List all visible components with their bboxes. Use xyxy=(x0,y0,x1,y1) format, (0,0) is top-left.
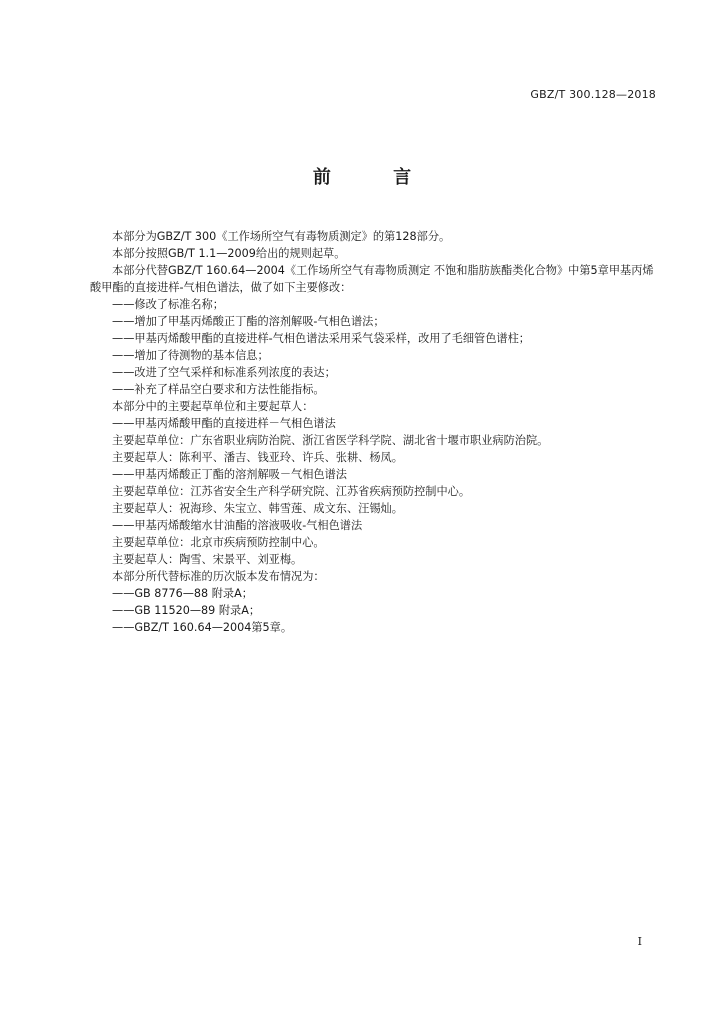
list-item: ——GBZ/T 160.64—2004第5章。 xyxy=(112,621,293,634)
foreword-body xyxy=(90,228,656,636)
page-number: I xyxy=(637,935,642,948)
paragraph: 主要起草人：祝海珍、朱宝立、韩雪莲、成文东、汪锡灿。 xyxy=(112,502,403,515)
list-item: ——改进了空气采样和标准系列浓度的表达； xyxy=(112,366,336,379)
list-item: ——GB 11520—89 附录A； xyxy=(112,604,261,617)
paragraph: 主要起草单位：广东省职业病防治院、浙江省医学科学院、湖北省十堰市职业病防治院。 xyxy=(112,434,549,447)
list-item: ——甲基丙烯酸正丁酯的溶剂解吸－气相色谱法 xyxy=(112,468,347,481)
paragraph: 本部分所代替标准的历次版本发布情况为： xyxy=(112,570,325,583)
page-title: 前 言 xyxy=(312,167,440,188)
paragraph: 本部分中的主要起草单位和主要起草人： xyxy=(112,400,314,413)
paragraph: 主要起草单位：北京市疾病预防控制中心。 xyxy=(112,536,325,549)
paragraph: 本部分为GBZ/T 300《工作场所空气有毒物质测定》的第128部分。 xyxy=(112,230,451,243)
list-item: ——甲基丙烯酸缩水甘油酯的溶液吸收-气相色谱法 xyxy=(112,519,363,532)
list-item: ——甲基丙烯酸甲酯的直接进样-气相色谱法采用采气袋采样，改用了毛细管色谱柱； xyxy=(112,332,530,345)
list-item: ——甲基丙烯酸甲酯的直接进样－气相色谱法 xyxy=(112,417,336,430)
list-item: ——GB 8776—88 附录A； xyxy=(112,587,253,600)
paragraph: 主要起草单位：江苏省安全生产科学研究院、江苏省疾病预防控制中心。 xyxy=(112,485,471,498)
paragraph: 主要起草人：陈利平、潘吉、钱亚玲、许兵、张耕、杨凤。 xyxy=(112,451,403,464)
list-item: ——增加了甲基丙烯酸正丁酯的溶剂解吸-气相色谱法； xyxy=(112,315,385,328)
list-item: ——修改了标准名称； xyxy=(112,298,224,311)
paragraph: 本部分代替GBZ/T 160.64—2004《工作场所空气有毒物质测定 不饱和脂肪族酯类化合物》中第5章甲基丙烯酸甲酯的直接进样-气相色谱法，做了如下主要修改： xyxy=(90,264,654,294)
standard-code: GBZ/T 300.128—2018 xyxy=(530,88,656,101)
paragraph: 本部分按照GB/T 1.1—2009给出的规则起草。 xyxy=(112,247,346,260)
paragraph: 主要起草人：陶雪、宋景平、刘亚梅。 xyxy=(112,553,303,566)
list-item: ——补充了样品空白要求和方法性能指标。 xyxy=(112,383,325,396)
list-item: ——增加了待测物的基本信息； xyxy=(112,349,269,362)
